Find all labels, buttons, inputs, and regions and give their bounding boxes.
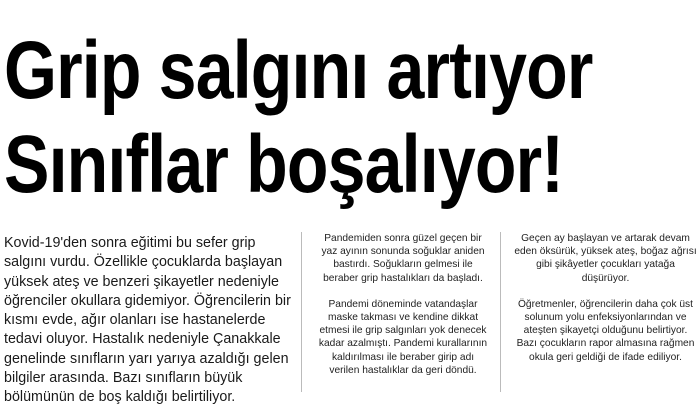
article-column-2	[318, 232, 488, 390]
column3-paragraph-2: Öğretmenler, öğrencilerin daha çok üst solunum yolu enfeksiyonlarından ve ateşten şikayetçi olduğunu belirtiyor. Bazı çocukların rapor almasına rağmen okula geri geldiği de ifade ediliyor.	[516, 298, 695, 363]
headline-line-1: Grip salgını artıyor	[4, 25, 593, 116]
headline-line-2: Sınıflar boşalıyor!	[4, 119, 564, 210]
column3-paragraph-1: Geçen ay başlayan ve artarak devam eden öksürük, yüksek ateş, boğaz ağrısı gibi şikâyetler çocukları yatağa düşürüyor.	[514, 233, 697, 284]
column2-paragraph-2: Pandemi döneminde vatandaşlar maske takması ve kendine dikkat etmesi ile grip salgınları yok denecek kadar azalmıştı. Pandemi kurallarının kaldırılması ile beraber girip adı verilen hastalıklar da geri döndü.	[318, 298, 488, 376]
column-divider	[301, 232, 302, 392]
article-column-3	[513, 232, 698, 377]
lead-paragraph: Kovid-19'den sonra eğitimi bu sefer grip salgını vurdu. Özellikle çocuklarda başlayan yüksek ateş ve benzeri şikayetler nedeniyle öğrenciler okullara gidemiyor. Öğrencilerin bir kısmı evde, ağır olanları ise hastanelerde tedavi oluyor. Hastalık nedeniyle Çanakkale genelinde sınıfların yarı yarıya azaldığı gelen bilgiler arasında. Bazı sınıfların büyük bölümünün de boş kaldığı belirtiliyor.	[4, 235, 291, 406]
column-divider	[500, 232, 501, 392]
lead-paragraph-column	[4, 234, 294, 408]
column2-paragraph-1: Pandemiden sonra güzel geçen bir yaz ayının sonunda soğuklar aniden bastırdı. Soğukların gelmesi ile beraber grip hastalıkları da başladı.	[321, 233, 485, 284]
